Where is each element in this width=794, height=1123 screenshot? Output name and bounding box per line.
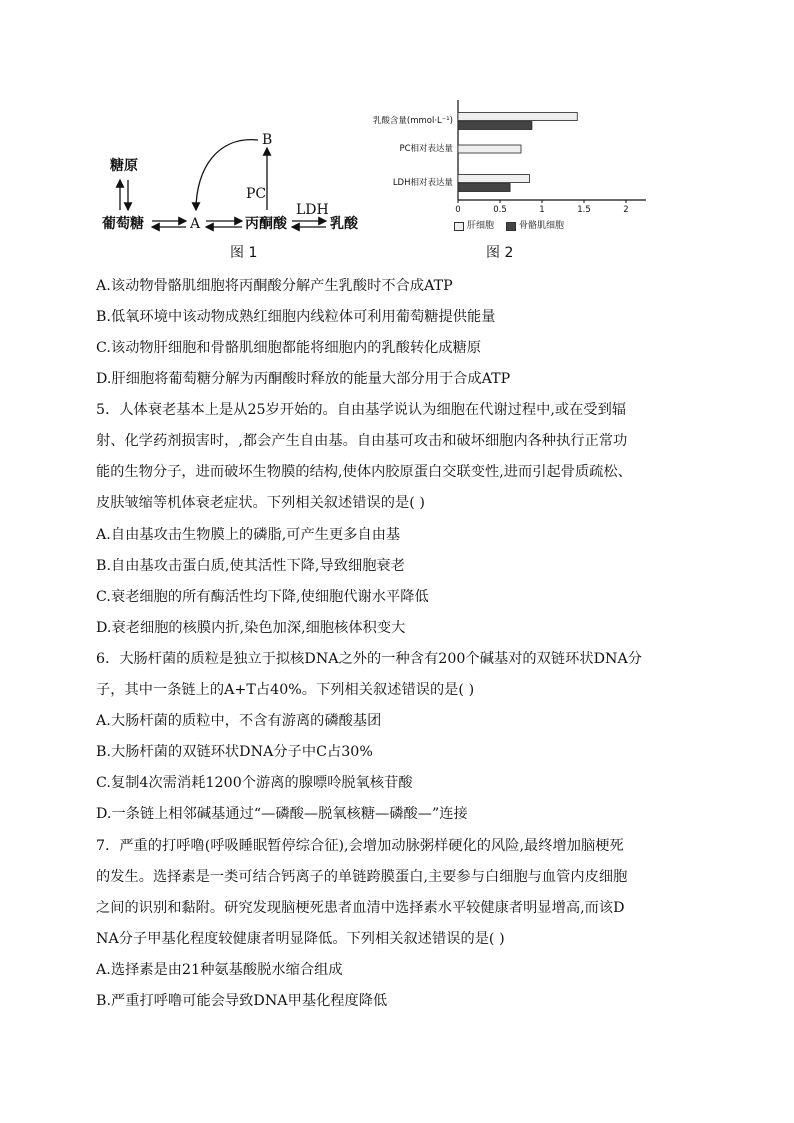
question-7-stem-line-2: 的发生。选择素是一类可结合钙离子的单链跨膜蛋白,主要参与白细胞与血管内皮细胞 <box>96 869 628 885</box>
figure-1-caption: 图 1 <box>230 245 258 261</box>
bar-liver <box>458 113 577 121</box>
question-5-stem-line-2: 射、化学药剂损害时，,都会产生自由基。自由基可攻击和破坏细胞内各种执行正常功 <box>96 433 628 449</box>
question-6-stem-line-1: 6．大肠杆菌的质粒是独立于拟核DNA之外的一种含有200个碱基对的双链环状DNA分 <box>96 651 643 667</box>
question-6-stem-line-2: 子，其中一条链上的A+T占40%。下列相关叙述错误的是( ) <box>96 682 475 698</box>
enzyme-ldh-label: LDH <box>296 202 329 218</box>
category-label: 乳酸含量(mmol·L⁻¹) <box>372 116 453 126</box>
node-glycogen: 糖原 <box>110 158 138 174</box>
option-4a: A.该动物骨骼肌细胞将丙酮酸分解产生乳酸时不合成ATP <box>96 278 453 294</box>
option-6c: C.复制4次需消耗1200个游离的腺嘌呤脱氧核苷酸 <box>96 775 413 791</box>
legend-label-muscle: 骨骼肌细胞 <box>519 221 565 231</box>
question-7-stem-line-4: NA分子甲基化程度较健康者明显降低。下列相关叙述错误的是( ) <box>96 931 505 947</box>
option-6d: D.一条链上相邻碱基通过“—磷酸—脱氧核糖—磷酸—”连接 <box>96 806 468 822</box>
option-7b: B.严重打呼噜可能会导致DNA甲基化程度降低 <box>96 993 388 1009</box>
legend-swatch-liver <box>454 222 464 231</box>
x-tick-label: 2 <box>623 205 629 215</box>
option-4d: D.肝细胞将葡萄糖分解为丙酮酸时释放的能量大部分用于合成ATP <box>96 371 511 387</box>
option-5c: C.衰老细胞的所有酶活性均下降,使细胞代谢水平降低 <box>96 589 429 605</box>
question-5-stem-line-4: 皮肤皱缩等机体衰老症状。下列相关叙述错误的是( ) <box>96 495 425 511</box>
question-5-stem-line-3: 能的生物分子，进而破坏生物膜的结构,使体内胶原蛋白交联变性,进而引起骨质疏松、 <box>96 464 632 480</box>
option-6b: B.大肠杆菌的双链环状DNA分子中C占30% <box>96 744 373 760</box>
bar-muscle <box>458 184 510 192</box>
bar-muscle <box>458 122 532 130</box>
x-tick-label: 1.5 <box>577 205 591 215</box>
option-4b: B.低氧环境中该动物成熟红细胞内线粒体可利用葡萄糖提供能量 <box>96 309 496 325</box>
legend-swatch-muscle <box>506 222 516 231</box>
legend-label-liver: 肝细胞 <box>467 221 495 231</box>
category-label: LDH相对表达量 <box>392 178 453 188</box>
enzyme-pc-label: PC <box>246 186 267 202</box>
bar-liver <box>458 175 529 183</box>
node-glucose: 葡萄糖 <box>102 216 144 232</box>
figure-2-chart <box>350 92 660 262</box>
option-6a: A.大肠杆菌的质粒中，不含有游离的磷酸基团 <box>96 713 382 729</box>
node-a: A <box>190 216 201 232</box>
bar-liver <box>458 145 521 153</box>
option-5d: D.衰老细胞的核膜内折,染色加深,细胞核体积变大 <box>96 620 406 636</box>
option-5b: B.自由基攻击蛋白质,使其活性下降,导致细胞衰老 <box>96 558 405 574</box>
node-pyruvate: 丙酮酸 <box>245 216 287 232</box>
chart-legend <box>454 220 564 232</box>
category-label: PC相对表达量 <box>399 144 453 154</box>
question-7-stem-line-1: 7．严重的打呼噜(呼吸睡眠暂停综合征),会增加动脉粥样硬化的风险,最终增加脑梗死 <box>96 838 624 854</box>
option-7a: A.选择素是由21种氨基酸脱水缩合组成 <box>96 962 343 978</box>
option-4c: C.该动物肝细胞和骨骼肌细胞都能将细胞内的乳酸转化成糖原 <box>96 340 482 356</box>
node-b: B <box>262 132 273 148</box>
question-5-stem-line-1: 5．人体衰老基本上是从25岁开始的。自由基学说认为细胞在代谢过程中,或在受到辐 <box>96 402 627 418</box>
x-tick-label: 0 <box>455 205 461 215</box>
x-tick-label: 0.5 <box>493 205 507 215</box>
figure-2-caption: 图 2 <box>486 245 514 261</box>
x-tick-label: 1 <box>539 205 545 215</box>
node-lactate: 乳酸 <box>330 216 358 232</box>
question-7-stem-line-3: 之间的识别和黏附。研究发现脑梗死患者血清中选择素水平较健康者明显增高,而该D <box>96 900 625 916</box>
option-5a: A.自由基攻击生物膜上的磷脂,可产生更多自由基 <box>96 527 401 543</box>
